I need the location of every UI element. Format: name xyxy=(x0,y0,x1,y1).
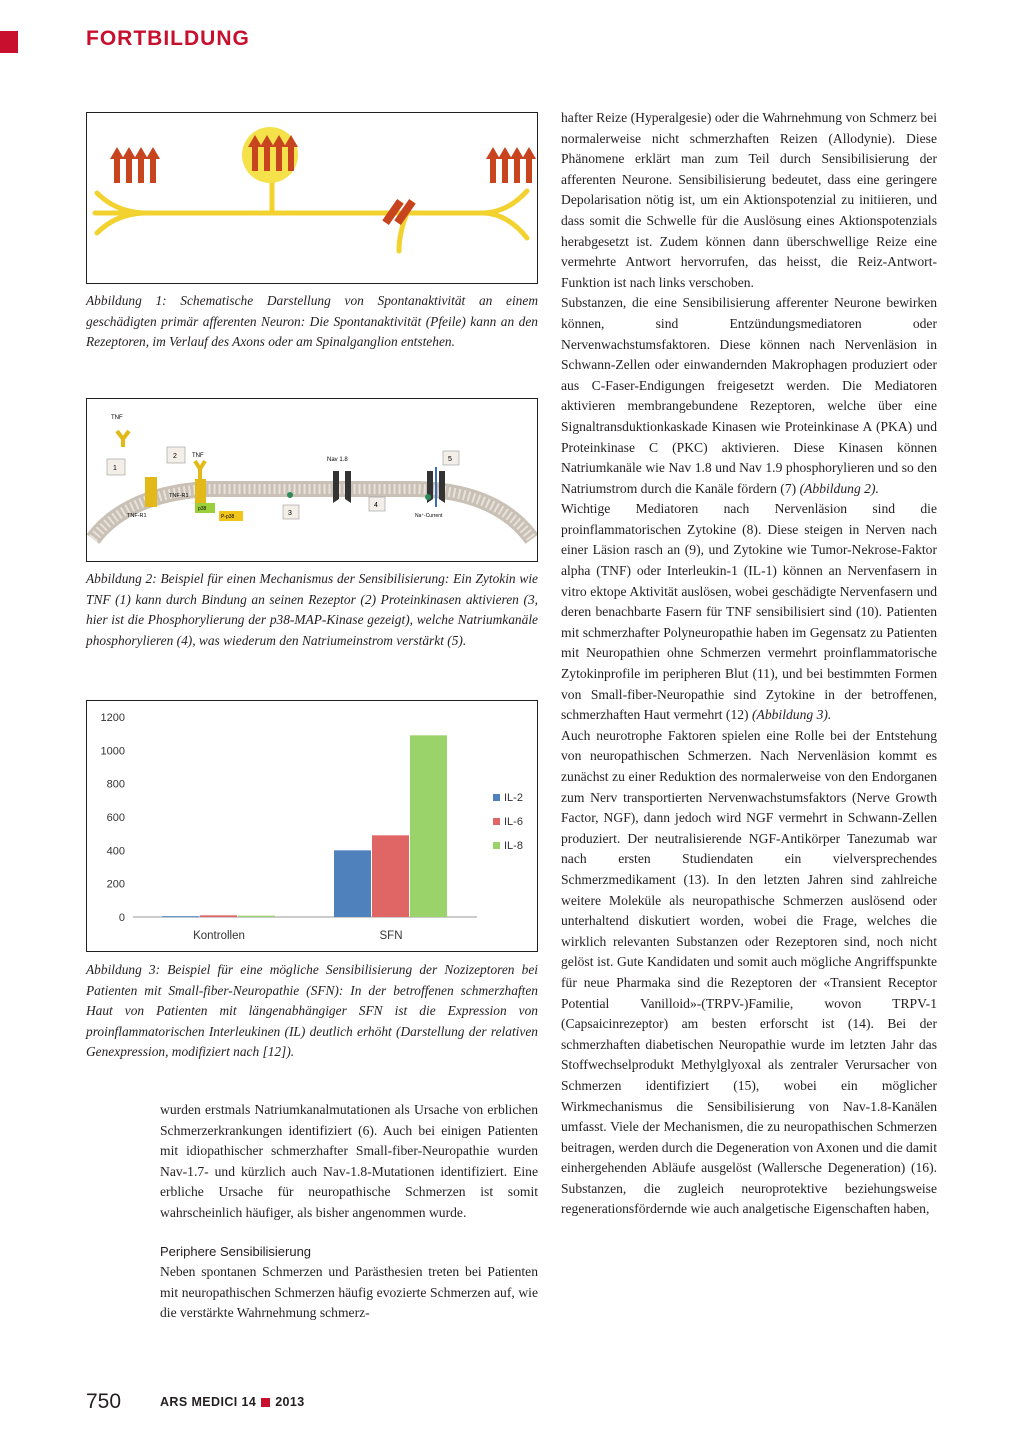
figure-1-box xyxy=(86,112,538,284)
label-step-2: 2 xyxy=(173,453,177,460)
legend-swatch-il-8 xyxy=(493,842,500,849)
legend-swatch-il-2 xyxy=(493,794,500,801)
label-tnfr1-b: TNF-R1 xyxy=(169,493,189,499)
y-tick-label: 1200 xyxy=(100,712,125,724)
bar-il-2-kontrollen xyxy=(162,916,199,917)
figure-1-neuron-diagram xyxy=(87,113,537,283)
journal-year: 2013 xyxy=(275,1395,305,1409)
right-paragraph-1: hafter Reize (Hyperalgesie) oder die Wahrnehmung von Schmerz bei normalerweise nicht schmerzhaften Reizen (Allodynie). Diese Phänomene erklärt man zum Teil durch Sensibilisierung der afferenten Neurone. Sensibilisierung bedeutet, dass eine geringere Depolarisation nötig ist, um ein Aktionspotenzial zu initiieren, und dass somit die Schwelle für die Auslösung eines Aktionspotenzials herabgesetzt ist. Zudem können dann überschwellige Reize eine vermehrte Antwort hervorrufen, das heisst, die Reiz-Antwort-Funktion ist nach links verschoben. xyxy=(561,110,937,290)
legend-label-il-8: IL-8 xyxy=(504,840,523,852)
y-tick-label: 200 xyxy=(106,878,125,891)
label-tnf-top: TNF xyxy=(111,415,123,421)
right-paragraph-3-text: Wichtige Mediatoren nach Nervenläsion sind die proinflammatorischen Zytokine (8). Diese steigen in Nerven nach einer Läsion rasch an (9), und Zytokine wie Tumor-Nekrose-Faktor alpha (TNF) oder Interleukin-1 (IL-1) können an Nervenfasern in vitro ektope Aktivität auslösen, wobei geschädigte Nervenfasern und deren benachbarte Fasern für TNF sensibilisiert sind (10). Patienten mit schmerzhafter Polyneuropathie haben im Gegensatz zu Patienten mit Neuropathien ohne Schmerzen vermehrt proinflammatorische Zytokinprofile im peripheren Blut (11), und bei bestimmten Formen von Small-fiber-Neuropathie sind Zytokine in der betroffenen, schmerzhaften Haut vermehrt (12) xyxy=(561,501,937,723)
figure-2-reference: (Abbildung 2). xyxy=(799,480,879,496)
bar-il-2-sfn xyxy=(334,850,371,917)
right-paragraph-2 xyxy=(561,293,937,499)
figure-2-pathway-diagram xyxy=(87,399,537,561)
bar-il-8-kontrollen xyxy=(238,916,275,917)
legend-swatch-il-6 xyxy=(493,818,500,825)
label-step-4: 4 xyxy=(374,502,378,509)
left-paragraph-2: Neben spontanen Schmerzen und Parästhesien treten bei Patienten mit neuropathischen Schmerzen häufig evozierte Schmerzen auf, wie die verstärkte Wahrnehmung schmerz- xyxy=(160,1264,538,1321)
y-tick-label: 0 xyxy=(118,912,125,924)
bar-il-6-kontrollen xyxy=(200,915,237,917)
right-paragraph-2-text: Substanzen, die eine Sensibilisierung afferenter Neurone bewirken können, sind Entzündungsmediatoren oder Nervenwachstumsfaktoren. Diese können nach Nervenläsion in Schwann-Zellen oder einwandernden Makrophagen produziert oder aus C-Faser-Endigungen freigesetzt werden. Die Mediatoren aktivieren membrangebundene Rezeptoren, welche über eine Signaltransduktionkaskade Kinasen wie Proteinkinase A (PKA) und Proteinkinase C (PKC) aktivieren. Diese Kinasen können Natriumkanäle wie Nav 1.8 und Nav 1.9 phosphorylieren und so den Natriumstrom durch die Kanäle fördern (7) xyxy=(561,295,937,496)
label-step-5: 5 xyxy=(448,456,452,463)
right-paragraph-4: Auch neurotrophe Faktoren spielen eine Rolle bei der Entstehung von neuropathischen Schmerzen. Nach Nervenläsion kommt es zunächst zu einer Reduktion des normalerweise von den Endorganen zum Nerv transportierten Nervenwachstumsfaktors (Nerve Growth Factor, NGF), dann jedoch wird NGF vermehrt in Schwann-Zellen produziert. Der neutralisierende NGF-Antikörper Tanezumab war nach ersten Studiendaten ein vielversprechendes Schmerzmedikament (13). In den letzten Jahren sind zahlreiche weitere Moleküle als neuropathische Schmerzen auslösend oder unterhaltend diskutiert worden, wobei die Frage, welches die wirklich relevanten Substanzen oder Rezeptoren sind, noch nicht gelöst ist. Gute Kandidaten und somit auch mögliche Angriffspunkte für neue Pharmaka sind die Rezeptoren der «Transient Receptor Potential Vanilloid»-(TRPV-)Familie, wovon TRPV-1 (Capsaicinrezeptor) am besten erforscht ist (14). Bei der schmerzhaften diabetischen Neuropathie wurde im letzten Jahr das Stoffwechselprodukt Methylglyoxal als zentraler Verursacher von Schmerzen identifiziert (15), wobei ein möglicher Wirkmechanismus die Sensibilisierung von Nav-1.8-Kanälen umfasst. Viele der Mechanismen, die zu neuropathischen Schmerzen beitragen, werden durch die Degeneration von Axonen und die damit einhergehenden Abläufe ausgelöst (Wallersche Degeneration) (16). Substanzen, die zugleich neuroprotektive beziehungsweise regenerationsfördernde wie auch analgetische Eigenschaften haben, xyxy=(561,727,937,1217)
figure-2-box xyxy=(86,398,538,562)
section-heading-periphere: Periphere Sensibilisierung xyxy=(160,1243,312,1259)
header-accent-bar xyxy=(0,31,18,53)
figure-3-bar-chart xyxy=(87,701,537,951)
label-step-3: 3 xyxy=(288,510,292,517)
figure-3-chart-box xyxy=(86,700,538,952)
x-category-label: SFN xyxy=(379,930,403,942)
label-step-1: 1 xyxy=(113,465,117,472)
journal-footer xyxy=(160,1395,305,1409)
label-tnfr1-a: TNF-R1 xyxy=(127,513,147,519)
label-pp38: P-p38 xyxy=(221,514,235,520)
footer-square-icon xyxy=(261,1398,270,1407)
label-tnf-bound: TNF xyxy=(192,453,204,459)
legend-label-il-2: IL-2 xyxy=(504,792,523,804)
left-paragraph-1: wurden erstmals Natriumkanalmutationen als Ursache von erblichen Schmerzerkrankungen identifiziert (6). Auch bei einigen Patienten mit idiopathischer schmerzhafter Small-fiber-Neuropathie wurden Nav-1.7- und kürzlich auch Nav-1.8-Mutationen identifiziert. Eine erbliche Ursache für neuropathische Schmerzen ist somit wahrscheinlich häufiger, als bisher angenommen wurde. xyxy=(160,1102,538,1220)
right-paragraph-3 xyxy=(561,499,937,726)
journal-name: ARS MEDICI 14 xyxy=(160,1395,257,1409)
section-title: FORTBILDUNG xyxy=(86,27,250,50)
figure-3-caption: Abbildung 3: Beispiel für eine mögliche Sensibilisierung der Nozizeptoren bei Patienten mit Small-fiber-Neuropathie (SFN): In der betroffenen schmerzhaften Haut von Patienten mit längenabhängiger SFN ist die Expression von proinflammatorischen Interleukinen (IL) deutlich erhöht (Darstellung der relativen Genexpression, modifiziert nach [12]). xyxy=(86,962,538,1060)
y-tick-label: 800 xyxy=(106,778,125,791)
spontaneous-activity-arrows xyxy=(110,135,536,183)
page-number: 750 xyxy=(86,1390,122,1413)
x-category-label: Kontrollen xyxy=(193,930,245,942)
bar-il-6-sfn xyxy=(372,835,409,917)
figure-3-reference: (Abbildung 3). xyxy=(752,707,832,723)
legend-label-il-6: IL-6 xyxy=(504,816,523,828)
y-tick-label: 1000 xyxy=(100,745,125,758)
label-nav18: Nav 1.8 xyxy=(327,457,348,463)
y-tick-label: 400 xyxy=(106,845,125,858)
y-tick-label: 600 xyxy=(106,812,125,824)
right-column-text xyxy=(561,108,937,1220)
bar-il-8-sfn xyxy=(410,735,447,917)
figure-2-caption: Abbildung 2: Beispiel für einen Mechanismus der Sensibilisierung: Ein Zytokin wie TNF (1) kann durch Bindung an seinen Rezeptor (2) Proteinkinasen aktivieren (3, hier ist die Phosphorylierung der p38-MAP-Kinase gezeigt), welche Natriumkanäle phosphorylieren (4), was wiederum den Natriumeinstrom verstärkt (5). xyxy=(86,571,538,648)
left-column-text xyxy=(160,1100,538,1324)
label-p38: p38 xyxy=(198,506,207,512)
figure-1-caption: Abbildung 1: Schematische Darstellung von Spontanaktivität an einem geschädigten primär afferenten Neuron: Die Spontanaktivität (Pfeile) kann an den Rezeptoren, im Verlauf des Axons oder am Spinalganglion entstehen. xyxy=(86,293,538,350)
label-na-current: Na⁺-Current xyxy=(415,513,443,519)
